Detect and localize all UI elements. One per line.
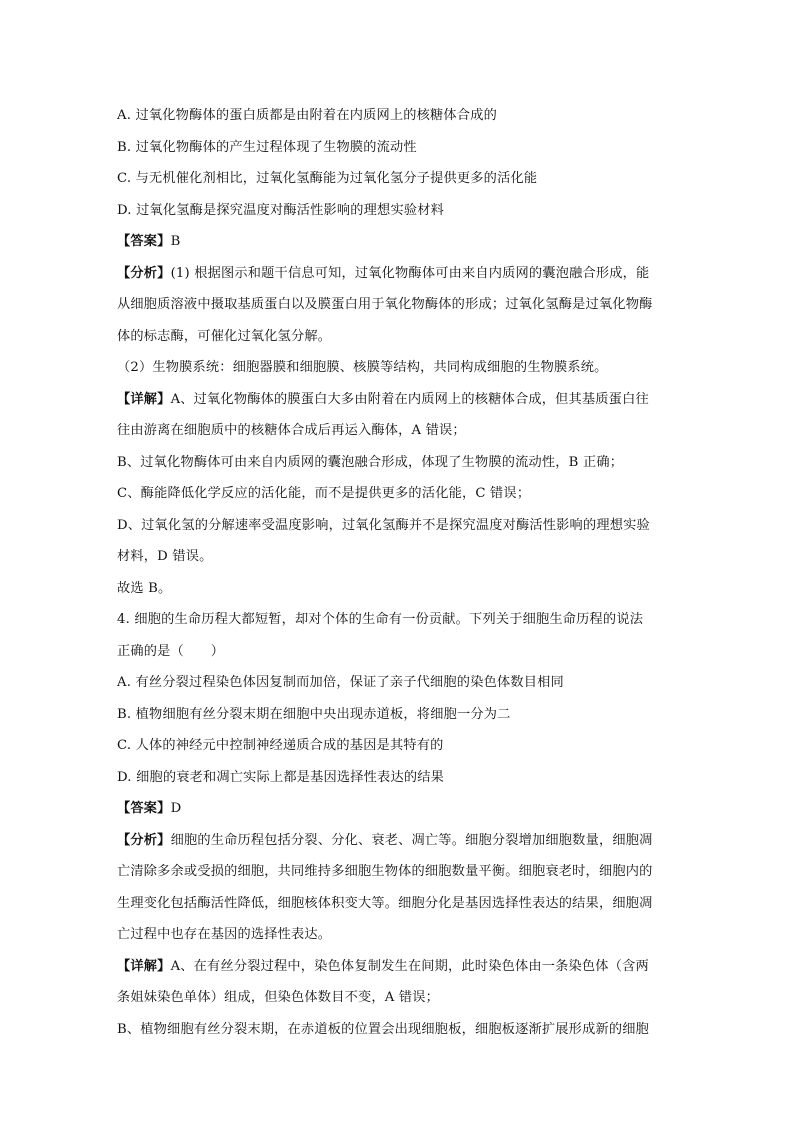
answer-tag: 【答案】 [117,234,171,249]
document-page [117,100,677,1045]
q4-option-a: A. 有丝分裂过程染色体因复制而加倍，保证了亲子代细胞的染色体数目相同 [117,675,564,690]
q3-analysis-line [117,258,677,290]
detail-tag: 【详解】 [117,391,171,407]
q3-analysis-line: 体的标志酶，可催化过氧化氢分解。 [117,328,332,344]
detail-text: A、过氧化物酶体的膜蛋白大多由附着在内质网上的核糖体合成，但其基质蛋白往 [170,391,649,407]
q4-detail-line [117,951,677,983]
q4-detail-line: 条姐妹染色单体）组成，但染色体数目不变，A 错误； [117,990,440,1005]
q3-detail-line: B、过氧化物酶体可由来自内质网的囊泡融合形成，体现了生物膜的流动性，B 正确； [117,454,624,470]
q4-option-d: D. 细胞的衰老和凋亡实际上都是基因选择性表达的结果 [117,769,444,785]
analysis-text: (1) 根据图示和题干信息可知，过氧化物酶体可由来自内质网的囊泡融合形成，能 [170,265,650,281]
answer-tag: 【答案】 [117,801,171,816]
q4-stem: 4. 细胞的生命历程大都短暂，却对个体的生命有一份贡献。下列关于细胞生命历程的说法 [117,612,644,627]
q3-conclusion: 故选 B。 [117,580,172,596]
answer-value: B [170,234,181,249]
analysis-tag: 【分析】 [117,832,171,848]
q4-analysis-line: 亡清除多余或受损的细胞，共同维持多细胞生物体的细胞数量平衡。细胞衰老时，细胞内的 [117,864,653,879]
q4-detail-line: B、植物细胞有丝分裂末期，在赤道板的位置会出现细胞板，细胞板逐渐扩展形成新的细胞 [117,1021,649,1037]
q3-detail-line: C、酶能降低化学反应的活化能，而不是提供更多的活化能，C 错误； [117,486,531,501]
answer-value: D [170,801,182,816]
q3-detail-line: D、过氧化氢的分解速率受温度影响，过氧化氢酶并不是探究温度对酶活性影响的理想实验 [117,517,650,533]
q3-answer [117,226,677,258]
q3-detail-line: 往由游离在细胞质中的核糖体合成后再运入酶体，A 错误； [117,423,466,438]
q4-analysis-line [117,825,677,857]
q3-option-a: A. 过氧化物酶体的蛋白质都是由附着在内质网上的核糖体合成的 [117,108,497,123]
q3-analysis-line: （2）生物膜系统：细胞器膜和细胞膜、核膜等结构，共同构成细胞的生物膜系统。 [117,360,608,375]
analysis-tag: 【分析】 [117,265,171,281]
q3-detail-line: 材料，D 错误。 [117,549,213,564]
q4-answer [117,793,677,825]
q4-analysis-line: 生理变化包括酶活性降低，细胞核体积变大等。细胞分化是基因选择性表达的结果，细胞凋 [117,895,653,911]
analysis-text: 细胞的生命历程包括分裂、分化、衰老、凋亡等。细胞分裂增加细胞数量，细胞凋 [170,832,653,848]
q3-detail-line [117,384,677,416]
q3-option-d: D. 过氧化氢酶是探究温度对酶活性影响的理想实验材料 [117,202,444,218]
q4-option-b: B. 植物细胞有丝分裂末期在细胞中央出现赤道板，将细胞一分为二 [117,706,511,722]
q4-analysis-line: 亡过程中也存在基因的选择性表达。 [117,927,332,942]
q4-stem: 正确的是（ ） [117,643,225,659]
q3-option-b: B. 过氧化物酶体的产生过程体现了生物膜的流动性 [117,139,417,155]
detail-text: A、在有丝分裂过程中，染色体复制发生在间期，此时染色体由一条染色体（含两 [170,958,649,974]
q3-option-c: C. 与无机催化剂相比，过氧化氢酶能为过氧化氢分子提供更多的活化能 [117,171,538,186]
q4-option-c: C. 人体的神经元中控制神经递质合成的基因是其特有的 [117,738,444,753]
q3-analysis-line: 从细胞质溶液中摄取基质蛋白以及膜蛋白用于氧化物酶体的形成；过氧化氢酶是过氧化物酶 [117,297,653,312]
detail-tag: 【详解】 [117,958,171,974]
